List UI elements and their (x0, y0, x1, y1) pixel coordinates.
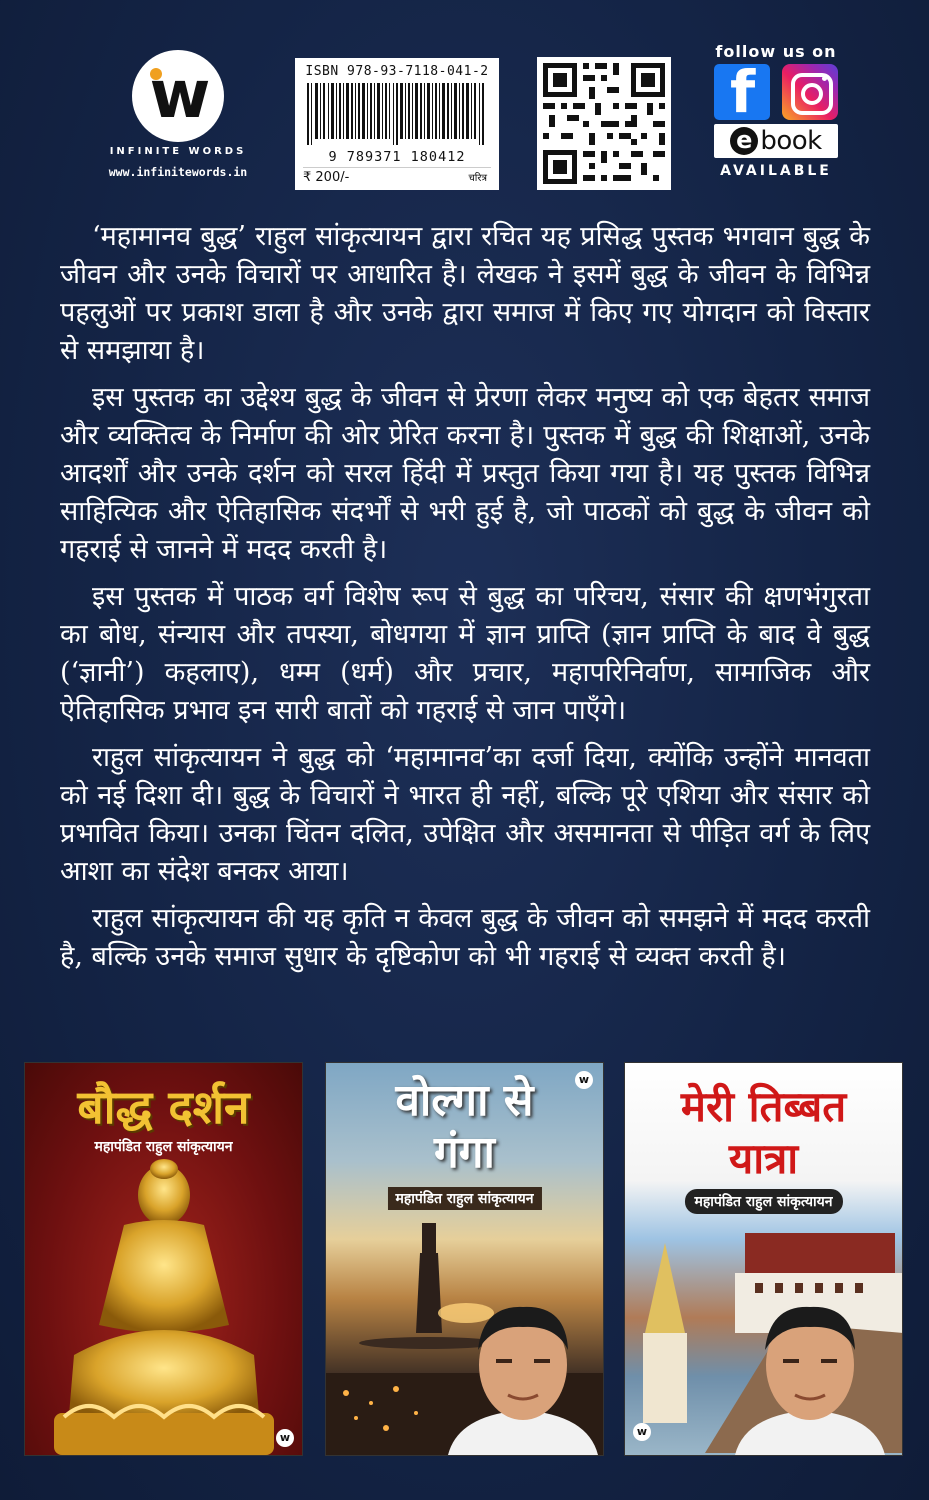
book-description (60, 218, 870, 985)
book-author: महापंडित राहुल सांकृत्यायन (94, 1139, 233, 1155)
book-cover-volga-se-ganga[interactable] (325, 1062, 604, 1456)
isbn-label: ISBN 978-93-7118-041-2 (305, 64, 489, 79)
publisher-mini-logo-icon: w (633, 1423, 651, 1441)
author-portrait-icon (725, 1295, 895, 1455)
price-label: ₹ 200/- (303, 170, 350, 185)
isbn-barcode (295, 58, 499, 190)
buddha-statue-icon (44, 1155, 284, 1455)
book-title-line-2: यात्रा (728, 1134, 799, 1183)
genre-label: चरित्र (468, 173, 487, 184)
book-author: महापंडित राहुल सांकृत्यायन (684, 1189, 842, 1214)
infinite-words-logo-icon: w (132, 50, 224, 142)
qr-code-icon[interactable] (537, 57, 671, 190)
barcode-icon (307, 83, 487, 145)
description-paragraph-1: ‘महामानव बुद्ध’ राहुल सांकृत्यायन द्वारा रचित यह प्रसिद्ध पुस्तक भगवान बुद्ध के जीवन और उनके विचारों पर आधारित है। लेखक ने इसमें बुद्ध के जीवन के विभिन्न पहलुओं पर प्रकाश डाला है और उनके द्वारा समाज में किए गए योगदान को विस्तार से समझाया है। (60, 221, 870, 366)
publisher-name: INFINITE WORDS (109, 146, 247, 157)
description-paragraph-4: राहुल सांकृत्यायन ने बुद्ध को ‘महामानव’का दर्जा दिया, क्योंकि उन्होंने मानवता को नई दिशा दी। बुद्ध के विचारों ने भारत ही नहीं, बल्कि पूरे एशिया और संसार को प्रभावित किया। उनका चिंतन दलित, उपेक्षित और असमानता से पीड़ित वर्ग के लिए आशा का संदेश बनकर आया। (60, 742, 870, 887)
book-title: बौद्ध दर्शन (77, 1080, 250, 1134)
book-title-line-2: गंगा (434, 1127, 495, 1178)
book-title (625, 1081, 902, 1185)
description-paragraph-3: इस पुस्तक में पाठक वर्ग विशेष रूप से बुद्ध का परिचय, संसार की क्षणभंगुरता का बोध, संन्यास और तपस्या, बोधगया में ज्ञान प्राप्ति (ज्ञान प्राप्ति के बाद वे बुद्ध (‘ज्ञानी’) कहलाए), धम्म (धर्म) और प्रचार, महापरिनिर्वाण, सामाजिक और ऐतिहासिक प्रभाव इन सारी बातों को गहराई से जान पाएँगे। (60, 581, 870, 726)
book-author: महापंडित राहुल सांकृत्यायन (387, 1187, 541, 1210)
author-portrait-icon (438, 1295, 604, 1455)
book-title-line-1: वोल्गा से (395, 1075, 534, 1126)
ebook-badge[interactable] (714, 124, 838, 158)
social-section (714, 42, 838, 179)
publisher-website[interactable]: www.infinitewords.in (108, 165, 248, 179)
facebook-icon[interactable]: f (714, 64, 770, 120)
isbn-number: 9 789371 180412 (328, 149, 466, 165)
book-cover-baudh-darshan[interactable] (24, 1062, 303, 1456)
description-paragraph-2: इस पुस्तक का उद्देश्य बुद्ध के जीवन से प्रेरणा लेकर मनुष्य को एक बेहतर समाज और व्यक्तित्व के निर्माण की ओर प्रेरित करना है। पुस्तक में बुद्ध की शिक्षाओं, उनके आदर्शों और उनके दर्शन को सरल हिंदी में प्रस्तुत किया गया है। यह पुस्तक विभिन्न साहित्यिक और ऐतिहासिक संदर्भों से भरी हुई है, जो पाठकों को बुद्ध के जीवन को गहराई से जानने में मदद करती है। (60, 382, 870, 565)
publisher-mini-logo-icon: w (575, 1071, 593, 1089)
book-cover-meri-tibbat-yatra[interactable] (624, 1062, 903, 1456)
book-title (326, 1075, 603, 1179)
publisher-logo (88, 50, 268, 179)
follow-us-label: follow us on (715, 42, 837, 61)
book-title-line-1: मेरी तिब्बत (680, 1082, 847, 1131)
ebook-e-icon: e (730, 127, 758, 155)
instagram-icon[interactable] (782, 64, 838, 120)
ebook-word: book (760, 126, 822, 156)
publisher-mini-logo-icon: w (276, 1429, 294, 1447)
description-paragraph-5: राहुल सांकृत्यायन की यह कृति न केवल बुद्ध के जीवन को समझने में मदद करती है, बल्कि उनके समाज सुधार के दृष्टिकोण को भी गहराई से व्यक्त करती है। (60, 903, 870, 972)
available-label: AVAILABLE (720, 163, 832, 179)
